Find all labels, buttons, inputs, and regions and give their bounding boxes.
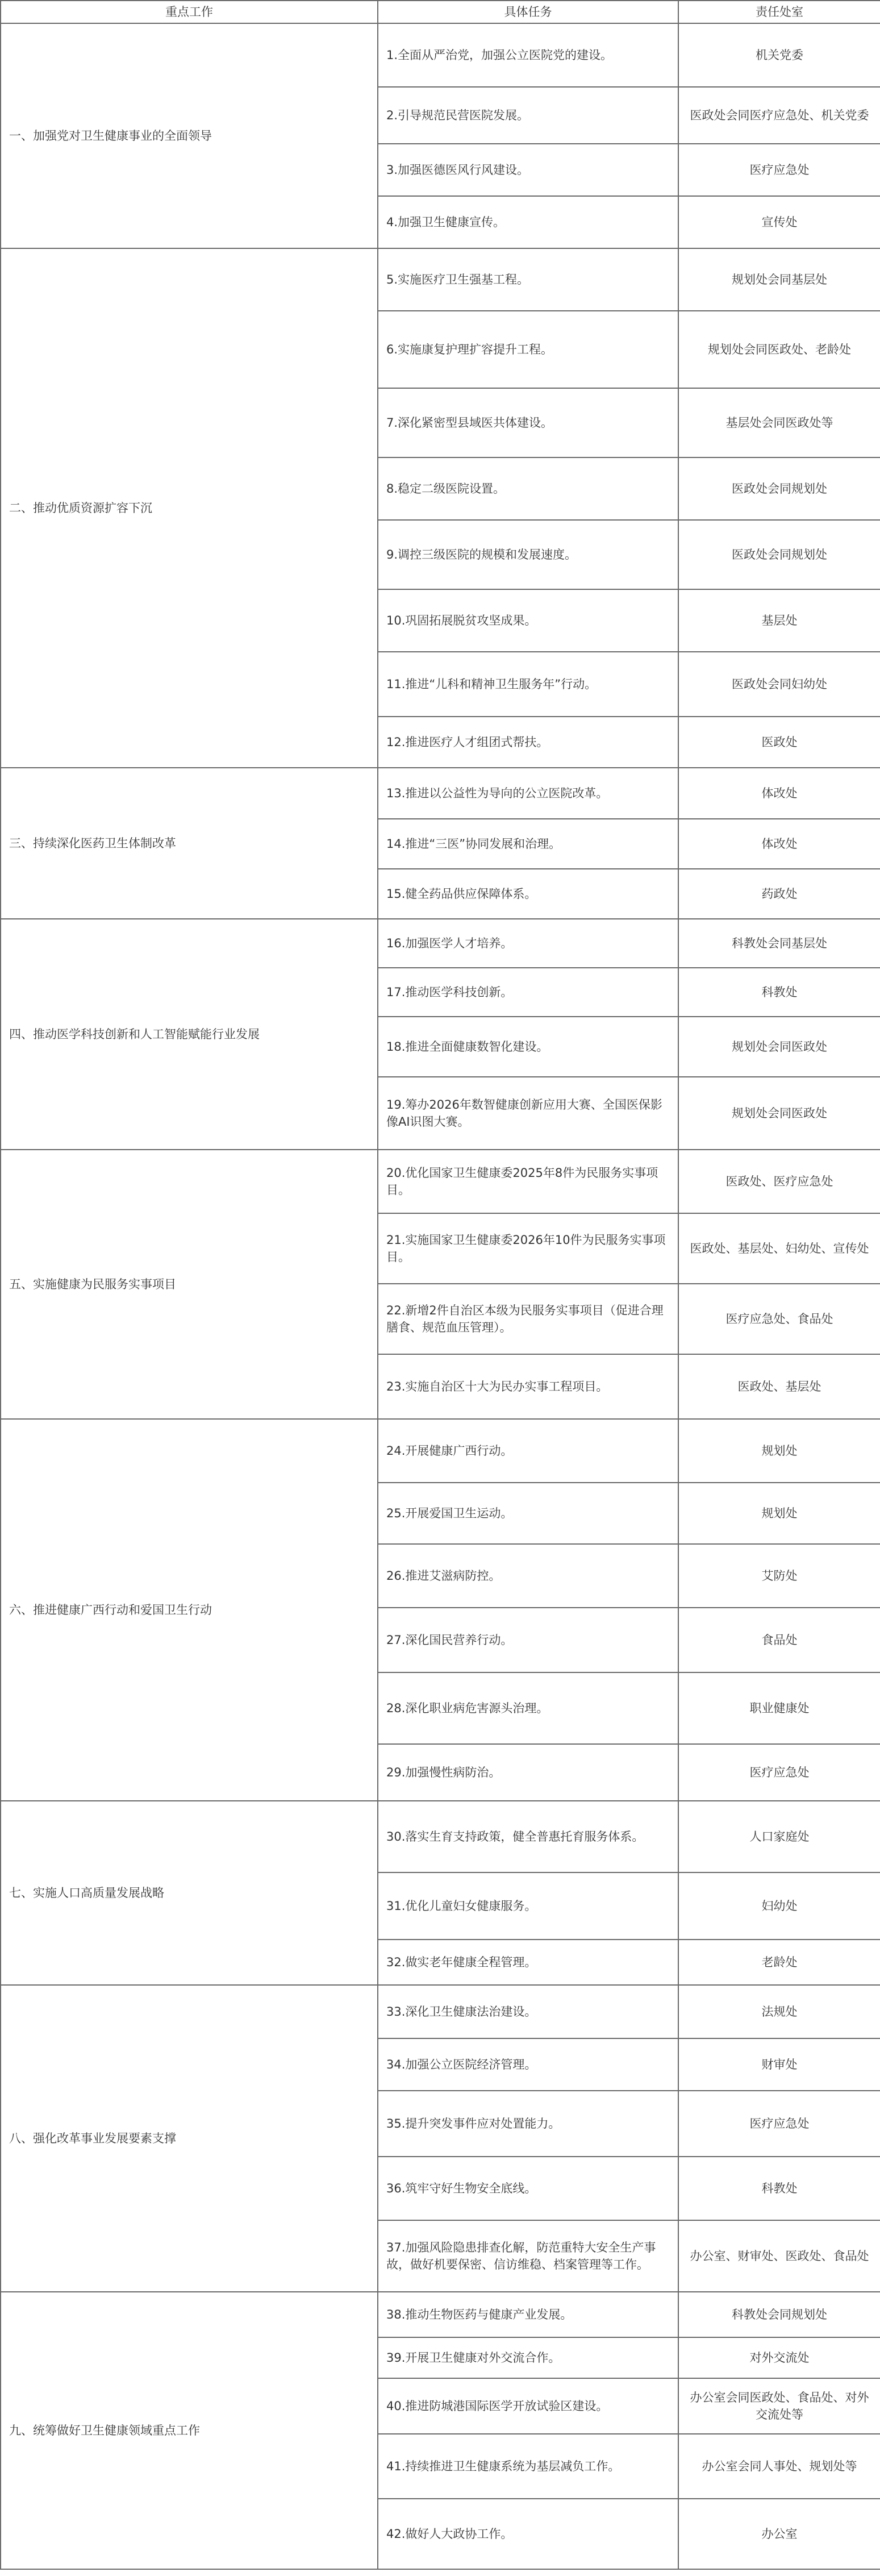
task-cell: 7.深化紧密型县域医共体建设。 [378,388,678,457]
task-cell: 17.推动医学科技创新。 [378,968,678,1017]
task-cell: 32.做实老年健康全程管理。 [378,1940,678,1985]
task-cell: 13.推进以公益性为导向的公立医院改革。 [378,768,678,819]
responsible-dept-cell: 科教处会同基层处 [678,919,880,968]
table-row [1,768,880,819]
key-work-cell: 五、实施健康为民服务实事项目 [1,1150,378,1419]
table-row [1,919,880,968]
responsible-dept-cell: 医疗应急处、食品处 [678,1284,880,1354]
responsible-dept-cell: 医政处会同规划处 [678,520,880,589]
responsible-dept-cell: 对外交流处 [678,2337,880,2378]
responsible-dept-cell: 医政处会同医疗应急处、机关党委 [678,87,880,144]
task-cell: 21.实施国家卫生健康委2026年10件为民服务实事项目。 [378,1213,678,1284]
key-work-cell: 一、加强党对卫生健康事业的全面领导 [1,23,378,248]
task-cell: 42.做好人大政协工作。 [378,2499,678,2569]
responsible-dept-cell: 医疗应急处 [678,2091,880,2157]
responsible-dept-cell: 科教处 [678,2157,880,2220]
responsible-dept-cell: 科教处会同规划处 [678,2292,880,2337]
responsible-dept-cell: 老龄处 [678,1940,880,1985]
task-cell: 18.推进全面健康数智化建设。 [378,1017,678,1077]
task-cell: 37.加强风险隐患排查化解，防范重特大安全生产事故，做好机要保密、信访维稳、档案管理等工作。 [378,2220,678,2292]
task-cell: 38.推动生物医药与健康产业发展。 [378,2292,678,2337]
responsible-dept-cell: 基层处 [678,589,880,652]
table-row [1,2292,880,2337]
responsible-dept-cell: 宣传处 [678,196,880,248]
task-cell: 10.巩固拓展脱贫攻坚成果。 [378,589,678,652]
table-body [1,23,880,2569]
task-cell: 26.推进艾滋病防控。 [378,1544,678,1608]
responsible-dept-cell: 体改处 [678,768,880,819]
task-cell: 39.开展卫生健康对外交流合作。 [378,2337,678,2378]
table-row [1,248,880,311]
responsible-dept-cell: 食品处 [678,1608,880,1672]
task-cell: 19.筹办2026年数智健康创新应用大赛、全国医保影像AI识图大赛。 [378,1077,678,1150]
task-cell: 30.落实生育支持政策，健全普惠托育服务体系。 [378,1801,678,1872]
key-work-cell: 九、统筹做好卫生健康领域重点工作 [1,2292,378,2569]
table-row [1,1419,880,1483]
task-cell: 2.引导规范民营医院发展。 [378,87,678,144]
key-work-cell: 六、推进健康广西行动和爱国卫生行动 [1,1419,378,1801]
responsible-dept-cell: 妇幼处 [678,1872,880,1940]
responsible-dept-cell: 职业健康处 [678,1672,880,1744]
responsible-dept-cell: 规划处会同医政处 [678,1017,880,1077]
responsible-dept-cell: 人口家庭处 [678,1801,880,1872]
responsible-dept-cell: 办公室 [678,2499,880,2569]
header-specific-task: 具体任务 [378,1,678,23]
responsible-dept-cell: 办公室、财审处、医政处、食品处 [678,2220,880,2292]
responsible-dept-cell: 医政处会同规划处 [678,457,880,520]
key-work-cell: 四、推动医学科技创新和人工智能赋能行业发展 [1,919,378,1150]
responsible-dept-cell: 规划处会同基层处 [678,248,880,311]
responsible-dept-cell: 医政处、基层处 [678,1354,880,1419]
responsible-dept-cell: 法规处 [678,1985,880,2038]
responsible-dept-cell: 规划处会同医政处、老龄处 [678,311,880,388]
task-cell: 20.优化国家卫生健康委2025年8件为民服务实事项目。 [378,1150,678,1213]
responsible-dept-cell: 医疗应急处 [678,144,880,196]
task-cell: 16.加强医学人才培养。 [378,919,678,968]
responsible-dept-cell: 科教处 [678,968,880,1017]
responsible-dept-cell: 医疗应急处 [678,1744,880,1801]
task-cell: 8.稳定二级医院设置。 [378,457,678,520]
task-cell: 15.健全药品供应保障体系。 [378,869,678,919]
responsible-dept-cell: 机关党委 [678,23,880,87]
task-cell: 11.推进“儿科和精神卫生服务年”行动。 [378,652,678,717]
task-cell: 9.调控三级医院的规模和发展速度。 [378,520,678,589]
responsible-dept-cell: 财审处 [678,2038,880,2091]
task-cell: 36.筑牢守好生物安全底线。 [378,2157,678,2220]
task-cell: 4.加强卫生健康宣传。 [378,196,678,248]
responsible-dept-cell: 医政处、基层处、妇幼处、宣传处 [678,1213,880,1284]
responsible-dept-cell: 规划处 [678,1419,880,1483]
task-cell: 27.深化国民营养行动。 [378,1608,678,1672]
table-row [1,1985,880,2038]
task-cell: 23.实施自治区十大为民办实事工程项目。 [378,1354,678,1419]
task-cell: 14.推进“三医”协同发展和治理。 [378,819,678,869]
header-row [1,1,880,23]
key-work-cell: 七、实施人口高质量发展战略 [1,1801,378,1985]
table-row [1,1150,880,1213]
task-cell: 31.优化儿童妇女健康服务。 [378,1872,678,1940]
task-cell: 25.开展爱国卫生运动。 [378,1483,678,1544]
responsible-dept-cell: 办公室会同人事处、规划处等 [678,2434,880,2499]
task-cell: 41.持续推进卫生健康系统为基层减负工作。 [378,2434,678,2499]
task-cell: 29.加强慢性病防治。 [378,1744,678,1801]
responsible-dept-cell: 体改处 [678,819,880,869]
task-cell: 3.加强医德医风行风建设。 [378,144,678,196]
responsible-dept-cell: 医政处会同妇幼处 [678,652,880,717]
task-cell: 34.加强公立医院经济管理。 [378,2038,678,2091]
task-cell: 12.推进医疗人才组团式帮扶。 [378,717,678,768]
table-row [1,23,880,87]
key-work-cell: 二、推动优质资源扩容下沉 [1,248,378,768]
key-work-cell: 八、强化改革事业发展要素支撑 [1,1985,378,2292]
header-key-work: 重点工作 [1,1,378,23]
task-cell: 6.实施康复护理扩容提升工程。 [378,311,678,388]
task-cell: 33.深化卫生健康法治建设。 [378,1985,678,2038]
responsible-dept-cell: 药政处 [678,869,880,919]
responsible-dept-cell: 基层处会同医政处等 [678,388,880,457]
task-cell: 35.提升突发事件应对处置能力。 [378,2091,678,2157]
responsible-dept-cell: 医政处、医疗应急处 [678,1150,880,1213]
task-cell: 22.新增2件自治区本级为民服务实事项目（促进合理膳食、规范血压管理）。 [378,1284,678,1354]
table-row [1,1801,880,1872]
responsible-dept-cell: 办公室会同医政处、食品处、对外交流处等 [678,2378,880,2434]
task-cell: 1.全面从严治党，加强公立医院党的建设。 [378,23,678,87]
responsible-dept-cell: 艾防处 [678,1544,880,1608]
task-cell: 24.开展健康广西行动。 [378,1419,678,1483]
task-cell: 28.深化职业病危害源头治理。 [378,1672,678,1744]
task-cell: 40.推进防城港国际医学开放试验区建设。 [378,2378,678,2434]
header-responsible-dept: 责任处室 [678,1,880,23]
key-work-cell: 三、持续深化医药卫生体制改革 [1,768,378,919]
responsible-dept-cell: 规划处会同医政处 [678,1077,880,1150]
task-cell: 5.实施医疗卫生强基工程。 [378,248,678,311]
responsible-dept-cell: 规划处 [678,1483,880,1544]
responsible-dept-cell: 医政处 [678,717,880,768]
